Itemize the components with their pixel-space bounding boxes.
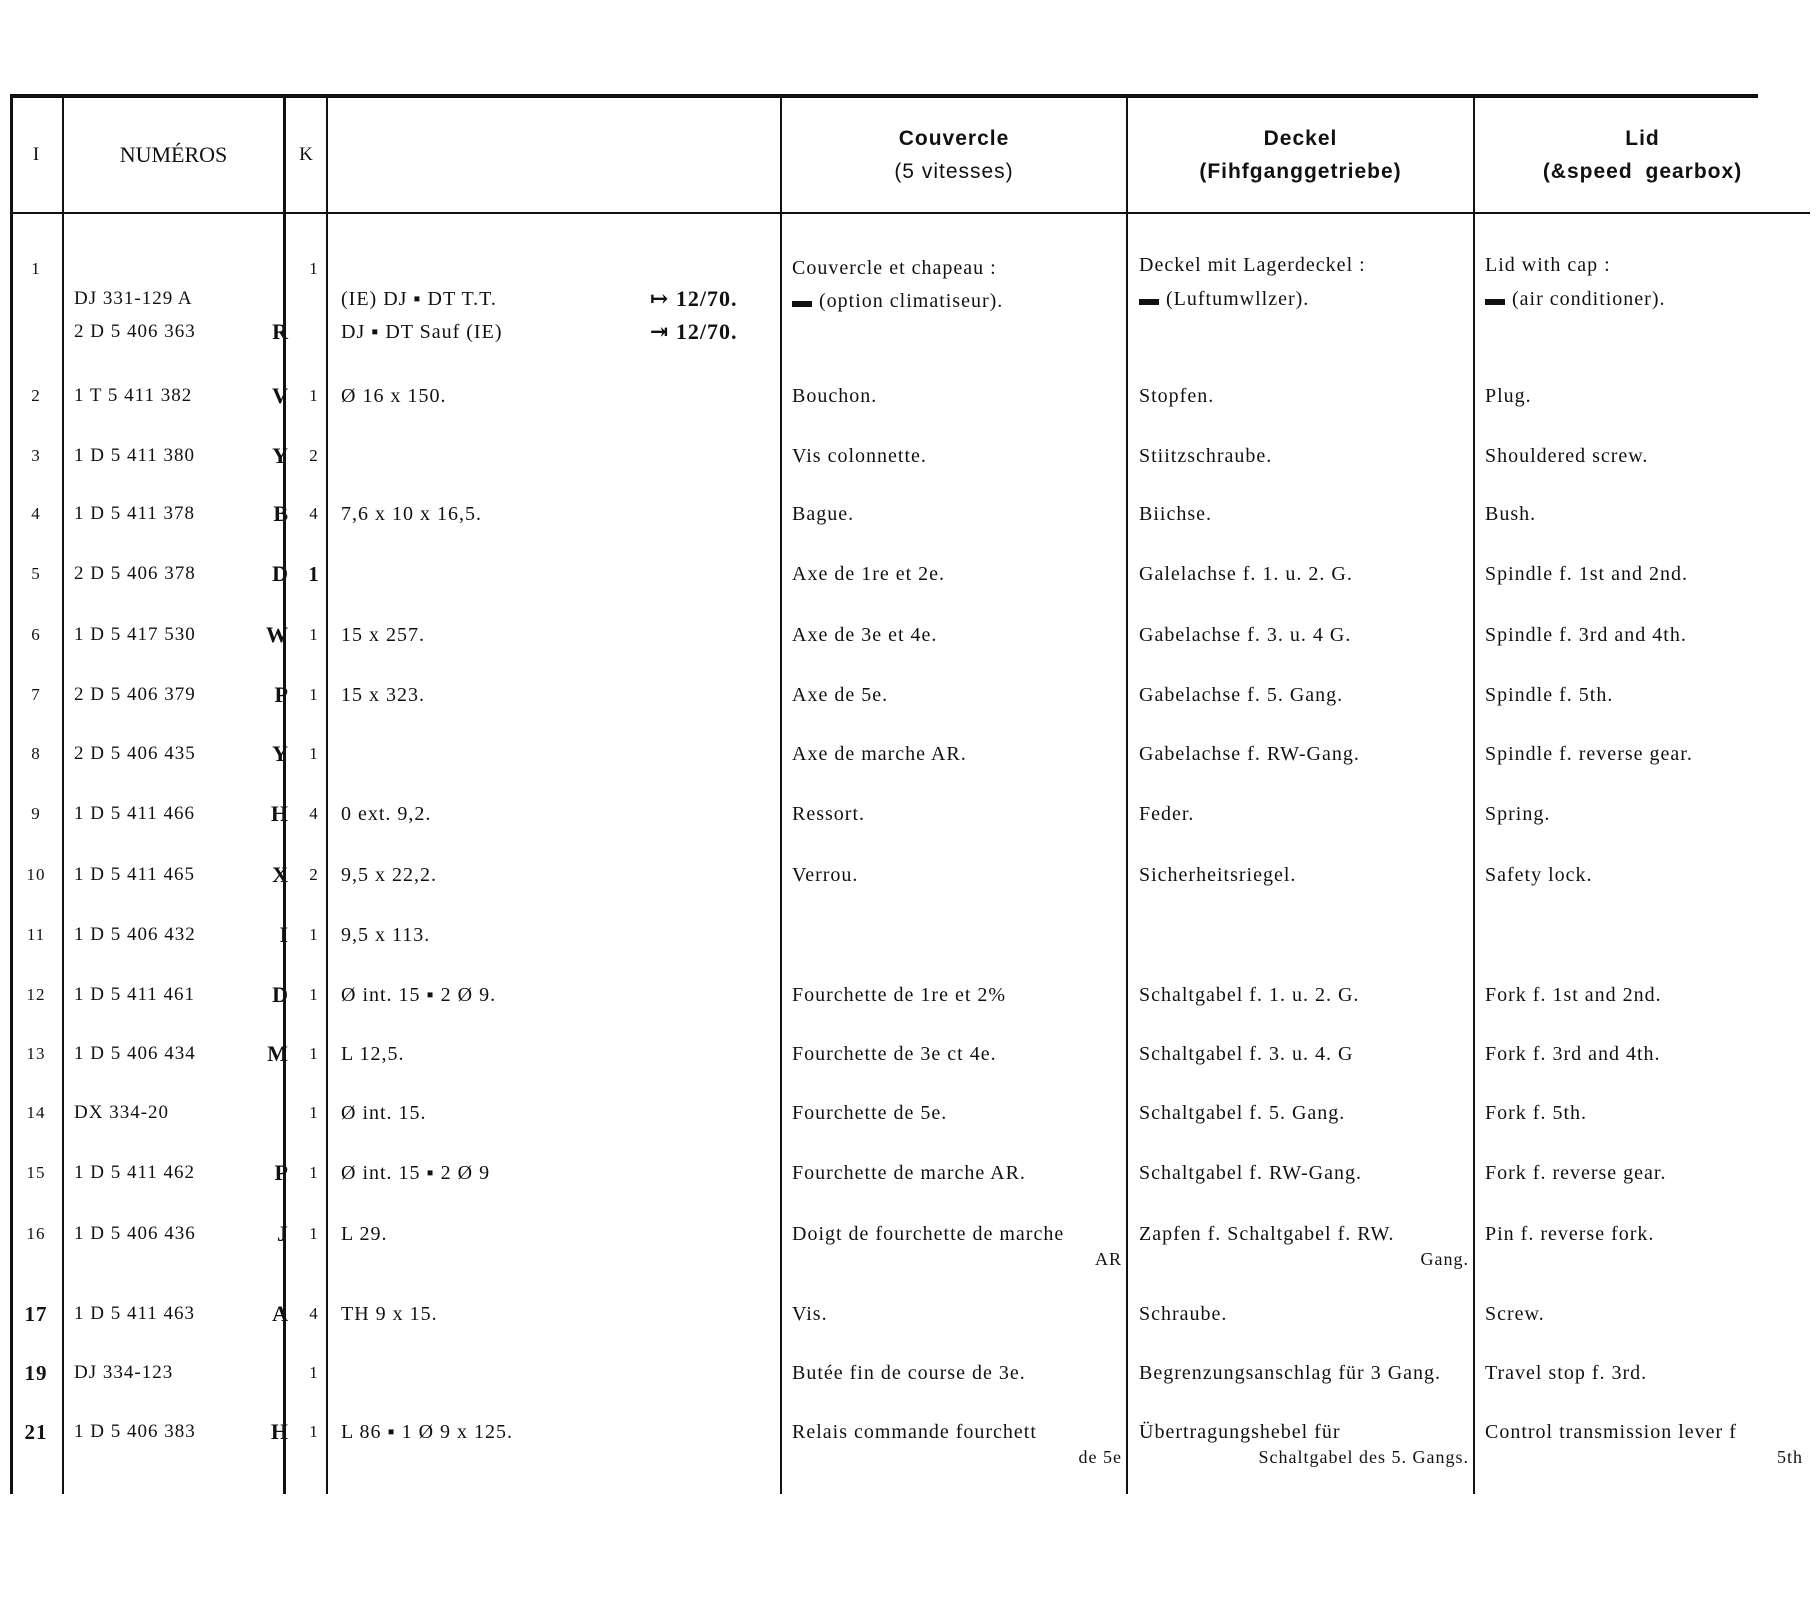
dimension: TH 9 x 15. bbox=[341, 1303, 438, 1325]
quantity: 1 bbox=[309, 985, 319, 1004]
quantity: 1 bbox=[309, 685, 319, 704]
quantity: 1 bbox=[309, 925, 319, 944]
header-english-title: Lid bbox=[1625, 127, 1660, 150]
quantity: 1 bbox=[309, 744, 319, 763]
desc-german: Biichse. bbox=[1139, 503, 1212, 525]
part-number: 2 D 5 406 378 D bbox=[74, 561, 289, 586]
desc-german-note: ▬ (Luftumwllzer). bbox=[1139, 288, 1310, 310]
part-number: 1 D 5 411 466 H bbox=[74, 801, 289, 826]
quantity: 1 bbox=[309, 1103, 319, 1122]
desc-french: Axe de marche AR. bbox=[792, 743, 967, 765]
part-number: 1 D 5 411 461 D bbox=[74, 982, 289, 1007]
col-divider bbox=[10, 94, 13, 1494]
quantity: 2 bbox=[309, 865, 319, 884]
part-number: DJ 334-123 bbox=[74, 1362, 174, 1383]
part-number: 1 T 5 411 382 V bbox=[74, 383, 289, 408]
part-number: 1 D 5 417 530 W bbox=[74, 622, 289, 647]
row-index: 5 bbox=[31, 564, 41, 583]
desc-french: Butée fin de course de 3e. bbox=[792, 1362, 1026, 1384]
desc-german: Gabelachse f. 5. Gang. bbox=[1139, 684, 1344, 706]
desc-french: Axe de 5e. bbox=[792, 684, 889, 706]
desc-german: Gabelachse f. RW-Gang. bbox=[1139, 743, 1360, 765]
desc-english: Fork f. 3rd and 4th. bbox=[1485, 1043, 1661, 1065]
dimension: 0 ext. 9,2. bbox=[341, 803, 432, 825]
desc-english: Spring. bbox=[1485, 803, 1551, 825]
desc-french: Ressort. bbox=[792, 803, 865, 825]
dimension: L 86 ▪ 1 Ø 9 x 125. bbox=[341, 1421, 514, 1443]
desc-english: Pin f. reverse fork. bbox=[1485, 1223, 1655, 1245]
desc-french: Axe de 1re et 2e. bbox=[792, 563, 946, 585]
quantity: 1 bbox=[308, 562, 320, 586]
row-index: 10 bbox=[26, 865, 46, 884]
dimension: 9,5 x 22,2. bbox=[341, 864, 437, 886]
quantity: 1 bbox=[309, 259, 319, 278]
desc-english: Spindle f. 5th. bbox=[1485, 684, 1614, 706]
row-index: 21 bbox=[24, 1420, 48, 1444]
dimension: (IE) DJ ▪ DT T.T. bbox=[341, 288, 497, 310]
dimension: Ø int. 15. bbox=[341, 1102, 427, 1124]
header-numbers: NUMÉROS bbox=[119, 142, 228, 167]
desc-german: Gabelachse f. 3. u. 4 G. bbox=[1139, 624, 1352, 646]
row-index: 12 bbox=[26, 985, 46, 1004]
quantity: 4 bbox=[309, 804, 319, 823]
part-number: 1 D 5 411 465 X bbox=[74, 862, 289, 887]
part-number: 1 D 5 406 383 H bbox=[74, 1419, 289, 1444]
quantity: 1 bbox=[309, 1422, 319, 1441]
header-index: I bbox=[32, 144, 40, 165]
col-divider bbox=[62, 94, 64, 1494]
desc-french: Fourchette de 1re et 2% bbox=[792, 984, 1007, 1006]
part-number-alt: 2 D 5 406 363 R bbox=[74, 319, 289, 344]
desc-english: Spindle f. 3rd and 4th. bbox=[1485, 624, 1687, 646]
quantity: 1 bbox=[309, 1224, 319, 1243]
header-french bbox=[782, 98, 1126, 212]
desc-french: Relais commande fourchett de 5e bbox=[792, 1421, 1122, 1467]
col-divider bbox=[1473, 94, 1475, 1494]
row-index: 15 bbox=[26, 1163, 46, 1182]
desc-english: Fork f. 1st and 2nd. bbox=[1485, 984, 1662, 1006]
desc-german: Sicherheitsriegel. bbox=[1139, 864, 1297, 886]
desc-english: Spindle f. 1st and 2nd. bbox=[1485, 563, 1688, 585]
dimension: L 29. bbox=[341, 1223, 388, 1245]
row-index: 4 bbox=[31, 504, 41, 523]
desc-german: Schaltgabel f. 1. u. 2. G. bbox=[1139, 984, 1360, 1006]
header-french-sub: (5 vitesses) bbox=[894, 160, 1014, 183]
dimension-alt: DJ ▪ DT Sauf (IE) bbox=[341, 321, 503, 343]
part-number: 1 D 5 411 380 Y bbox=[74, 443, 289, 468]
row-index: 9 bbox=[31, 804, 41, 823]
header-rule bbox=[10, 212, 1810, 214]
dimension: 15 x 257. bbox=[341, 624, 425, 646]
desc-english: Safety lock. bbox=[1485, 864, 1593, 886]
row-index: 3 bbox=[31, 446, 41, 465]
desc-german: Schaltgabel f. 3. u. 4. G bbox=[1139, 1043, 1354, 1065]
row-index: 17 bbox=[24, 1302, 48, 1326]
col-divider bbox=[1126, 94, 1128, 1494]
header-french-title: Couvercle bbox=[898, 127, 1010, 150]
desc-german: Feder. bbox=[1139, 803, 1195, 825]
quantity: 1 bbox=[309, 386, 319, 405]
row-index: 8 bbox=[31, 744, 41, 763]
desc-french: Verrou. bbox=[792, 864, 859, 886]
desc-french: Bouchon. bbox=[792, 385, 878, 407]
date-arrow-until: ⇥ 12/70. bbox=[650, 319, 738, 344]
desc-french: Vis. bbox=[792, 1303, 828, 1325]
part-number: DJ 331-129 A bbox=[74, 288, 193, 309]
quantity: 2 bbox=[309, 446, 319, 465]
desc-english: Bush. bbox=[1485, 503, 1537, 525]
part-number: 1 D 5 406 434 M bbox=[74, 1041, 289, 1066]
desc-german: Galelachse f. 1. u. 2. G. bbox=[1139, 563, 1353, 585]
parts-table bbox=[10, 94, 1810, 1494]
desc-german: Übertragungshebel für Schaltgabel des 5. Gangs. bbox=[1139, 1421, 1469, 1467]
desc-french: Bague. bbox=[792, 503, 855, 525]
header-english-sub: (&speed gearbox) bbox=[1542, 160, 1743, 183]
header-qty: K bbox=[299, 144, 313, 165]
quantity: 1 bbox=[309, 1363, 319, 1382]
row-index: 11 bbox=[26, 925, 46, 944]
part-number: 1 D 5 406 436 J bbox=[74, 1221, 289, 1246]
quantity: 1 bbox=[309, 1163, 319, 1182]
part-number: 1 D 5 411 462 P bbox=[74, 1160, 289, 1185]
desc-english-note: ▬ (air conditioner). bbox=[1485, 288, 1666, 310]
dimension: Ø int. 15 ▪ 2 Ø 9 bbox=[341, 1162, 491, 1184]
desc-french: Vis colonnette. bbox=[792, 445, 927, 467]
desc-german: Schaltgabel f. RW-Gang. bbox=[1139, 1162, 1362, 1184]
dimension: L 12,5. bbox=[341, 1043, 405, 1065]
desc-french: Doigt de fourchette de marche AR bbox=[792, 1223, 1122, 1269]
desc-english: Fork f. 5th. bbox=[1485, 1102, 1587, 1124]
header-english bbox=[1475, 98, 1810, 212]
dimension: 7,6 x 10 x 16,5. bbox=[341, 503, 482, 525]
desc-english: Travel stop f. 3rd. bbox=[1485, 1362, 1648, 1384]
desc-german: Stiitzschraube. bbox=[1139, 445, 1273, 467]
part-number: 2 D 5 406 379 P bbox=[74, 682, 289, 707]
row-index: 14 bbox=[26, 1103, 46, 1122]
desc-english: Fork f. reverse gear. bbox=[1485, 1162, 1667, 1184]
desc-german: Stopfen. bbox=[1139, 385, 1215, 407]
date-arrow-from: ↦ 12/70. bbox=[650, 286, 738, 311]
col-divider bbox=[780, 94, 782, 1494]
part-number: 2 D 5 406 435 Y bbox=[74, 741, 289, 766]
dimension: Ø int. 15 ▪ 2 Ø 9. bbox=[341, 984, 497, 1006]
desc-english: Control transmission lever f 5th bbox=[1485, 1421, 1803, 1467]
part-number: 1 D 5 411 378 B bbox=[74, 501, 289, 526]
dimension: 15 x 323. bbox=[341, 684, 425, 706]
row-index: 1 bbox=[31, 259, 41, 278]
row-index: 2 bbox=[31, 386, 41, 405]
part-number: DX 334-20 bbox=[74, 1102, 170, 1123]
desc-english: Screw. bbox=[1485, 1303, 1545, 1325]
desc-german: Schaltgabel f. 5. Gang. bbox=[1139, 1102, 1346, 1124]
desc-english: Shouldered screw. bbox=[1485, 445, 1649, 467]
header-german-sub: (Fihfganggetriebe) bbox=[1199, 160, 1402, 183]
row-index: 19 bbox=[24, 1361, 48, 1385]
quantity: 1 bbox=[309, 1044, 319, 1063]
row-index: 13 bbox=[26, 1044, 46, 1063]
desc-french: Fourchette de marche AR. bbox=[792, 1162, 1026, 1184]
desc-french: Axe de 3e et 4e. bbox=[792, 624, 938, 646]
dimension: Ø 16 x 150. bbox=[341, 385, 447, 407]
col-divider bbox=[326, 94, 328, 1494]
row-index: 16 bbox=[26, 1224, 46, 1243]
quantity: 4 bbox=[309, 504, 319, 523]
row-index: 6 bbox=[31, 625, 41, 644]
desc-english: Spindle f. reverse gear. bbox=[1485, 743, 1693, 765]
row-index: 7 bbox=[31, 685, 41, 704]
desc-german: Begrenzungsanschlag für 3 Gang. bbox=[1139, 1362, 1442, 1384]
part-number: 1 D 5 411 463 A bbox=[74, 1301, 289, 1326]
desc-french-note: ▬ (option climatiseur). bbox=[792, 290, 1004, 312]
desc-english: Plug. bbox=[1485, 385, 1532, 407]
header-german bbox=[1128, 98, 1473, 212]
header-german-title: Deckel bbox=[1263, 127, 1338, 150]
desc-german: Zapfen f. Schaltgabel f. RW. Gang. bbox=[1139, 1223, 1469, 1269]
desc-french: Couvercle et chapeau : bbox=[792, 257, 997, 279]
desc-english: Lid with cap : bbox=[1485, 254, 1611, 276]
quantity: 4 bbox=[309, 1304, 319, 1323]
desc-german: Deckel mit Lagerdeckel : bbox=[1139, 254, 1366, 276]
part-number: 1 D 5 406 432 I bbox=[74, 922, 289, 947]
quantity: 1 bbox=[309, 625, 319, 644]
desc-french: Fourchette de 3e ct 4e. bbox=[792, 1043, 997, 1065]
desc-german: Schraube. bbox=[1139, 1303, 1228, 1325]
desc-french: Fourchette de 5e. bbox=[792, 1102, 948, 1124]
dimension: 9,5 x 113. bbox=[341, 924, 431, 946]
